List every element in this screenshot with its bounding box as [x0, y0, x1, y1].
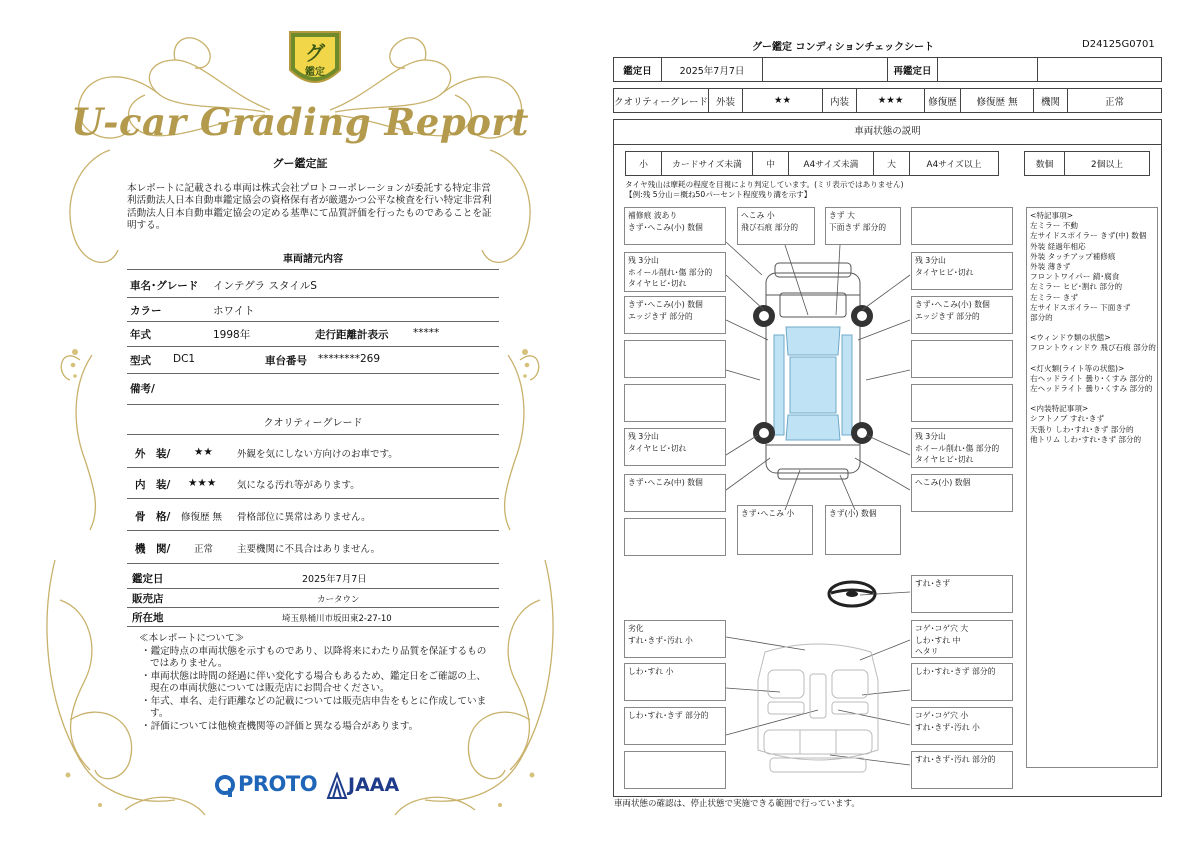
note-item: ・評価については他検査機関等の評価と異なる場合があります。 — [141, 720, 419, 732]
footer-note: 車両状態の確認は、停止状態で実施できる範囲で行っています。 — [614, 799, 860, 809]
grade-stars: ★★★ — [188, 477, 217, 489]
interior-box-dashboard: 劣化 すれ･きず･汚れ 小 — [624, 620, 726, 658]
damage-box-rear-left — [624, 518, 726, 556]
jaaa-logo: JAAA — [348, 774, 400, 796]
shop-value: カータウン — [317, 595, 360, 605]
jaaa-logo-icon — [326, 772, 348, 800]
repair-label: 修復歴 — [925, 89, 961, 113]
interior-box-left-trim: しわ･すれ 小 — [624, 663, 726, 701]
car-interior-diagram — [750, 640, 886, 790]
grade-label: 内 装/ — [135, 479, 171, 491]
note-item: ・車両状態は時間の経過に伴い変化する場合もあるため、鑑定日をご確認の上、現在の車両状態については販売店にお問合せください。 — [141, 670, 486, 694]
exterior-label: 外装 — [709, 89, 743, 113]
model-value: DC1 — [173, 353, 196, 365]
inspect-date-value: 2025年7月7日 — [662, 58, 763, 82]
damage-box-right-front-tire: 残 3分山 タイヤヒビ･切れ — [911, 252, 1013, 290]
document-number: D24125G0701 — [1082, 39, 1155, 50]
special-item: 右ヘッドライト 曇り･くすみ 部分的 — [1030, 373, 1153, 383]
interior-box-passenger-seat: しわ･すれ･きず 部分的 — [624, 707, 726, 745]
proto-logo-icon — [214, 774, 238, 798]
special-item: フロントワイパー 錆･腐食 — [1030, 272, 1120, 282]
grade-desc: 気になる汚れ等があります。 — [237, 480, 360, 491]
spacer — [1030, 394, 1154, 404]
damage-box-left-fender: きず･へこみ(小) 数個 エッジきず 部分的 — [624, 296, 726, 334]
quality-grade-title: クオリティーグレード — [263, 418, 363, 429]
date-row — [127, 571, 499, 587]
car-name-value: インテグラ スタイルS — [213, 280, 317, 292]
special-item: <特記事項> — [1030, 211, 1074, 220]
certification-statement: 本レポートに記載される車両は株式会社プロトコーポレーションが委託する特定非営利活動法人日本自動車鑑定協会の資格保有者が厳選かつ公平な検査を行い特定非営利活動法人日本自動車鑑定協会の定める基準にて品質評価を行ったものであることを証明する。 — [127, 183, 492, 231]
note-item: ・年式、車名、走行距離などの記載については販売店申告をもとに作成しています。 — [141, 695, 487, 719]
divider — [127, 498, 499, 499]
special-item: <ウィンドウ類の状態> — [1030, 333, 1111, 343]
model-label: 型式 — [130, 355, 151, 367]
condition-check-sheet — [600, 0, 1200, 848]
chassis-value: ********269 — [318, 353, 381, 365]
divider — [127, 467, 499, 468]
damage-box-right-rear-tire: 残 3分山 ホイール削れ･傷 部分的 タイヤヒビ･切れ — [911, 428, 1013, 468]
special-item: 左サイドスポイラー きず(中) 数個 — [1030, 231, 1147, 241]
color-row — [127, 303, 499, 319]
engine-label: 機関 — [1034, 89, 1068, 113]
divider — [127, 626, 499, 627]
exterior-stars: ★★ — [743, 89, 823, 113]
quality-label: クオリティーグレード — [614, 89, 709, 113]
spacer — [1030, 323, 1154, 333]
damage-box-bonnet: へこみ 小 飛び石痕 部分的 — [737, 207, 815, 245]
certificate-title: グー鑑定証 — [272, 157, 328, 170]
grade-value: 正常 — [194, 544, 214, 555]
date-value: 2025年7月7日 — [302, 574, 367, 585]
special-item: 左ミラー 不動 — [1030, 221, 1078, 231]
empty-cell — [763, 58, 888, 82]
grade-row-exterior — [127, 446, 499, 462]
inspection-date-table — [613, 57, 1162, 82]
special-item: 他トリム しわ･すれ･きず 部分的 — [1030, 434, 1142, 444]
size-legend-table — [625, 151, 999, 176]
divider — [127, 434, 499, 435]
car-name-row — [127, 278, 499, 294]
special-item: シフトノブ すれ･きず — [1030, 414, 1105, 424]
report-notes — [139, 633, 494, 733]
grade-label: 外 装/ — [135, 448, 171, 460]
chassis-label: 車台番号 — [265, 355, 307, 367]
grade-row-interior — [127, 477, 499, 493]
divider — [127, 530, 499, 531]
special-item: 左サイドスポイラー 下面きず — [1030, 302, 1131, 312]
damage-box-left-quarter: きず･へこみ(中) 数個 — [624, 474, 726, 512]
damage-box-rear-bumper: きず(小) 数個 — [825, 505, 901, 555]
grade-desc: 外観を気にしない方向けのお車です。 — [237, 449, 398, 460]
special-item: 外装 薄きず — [1030, 262, 1071, 272]
divider — [127, 373, 499, 374]
count-legend-table — [1024, 151, 1150, 176]
color-label: カラー — [130, 305, 162, 317]
empty-cell — [1038, 58, 1162, 82]
goo-appraisal-badge-icon — [286, 28, 344, 94]
grade-desc: 骨格部位に異常はありません。 — [237, 512, 371, 523]
vehicle-spec-title: 車両諸元内容 — [283, 254, 343, 265]
size-mid: 中 — [753, 152, 789, 176]
grade-desc: 主要機関に不具合はありません。 — [237, 544, 381, 555]
spacer — [1030, 354, 1154, 364]
note-item: ・鑑定時点の車両状態を示すものであり、以降将来にわたり品質を保証するものではありません。 — [141, 645, 487, 669]
size-small: 小 — [626, 152, 662, 176]
color-value: ホワイト — [213, 305, 255, 317]
notes-title: ≪本レポートについて≫ — [139, 633, 245, 644]
interior-label: 内装 — [823, 89, 857, 113]
size-mid-desc: A4サイズ未満 — [789, 152, 874, 176]
date-label: 鑑定日 — [132, 573, 164, 585]
special-notes-list — [1026, 207, 1158, 768]
interior-box-ceiling: すれ･きず･汚れ 部分的 — [911, 751, 1013, 789]
shop-row — [127, 591, 499, 607]
engine-value: 正常 — [1068, 89, 1162, 113]
interior-box-rear-left — [624, 751, 726, 789]
grade-label: 機 関/ — [135, 543, 171, 555]
damage-box-right-rear-door — [911, 384, 1013, 422]
grade-label: 骨 格/ — [135, 511, 171, 523]
address-row — [127, 610, 499, 626]
count-desc: 2個以上 — [1065, 152, 1150, 176]
interior-box-steering: すれ･きず — [911, 575, 1013, 613]
special-item: 外装 タッチアップ補修痕 — [1030, 251, 1116, 261]
count-label: 数個 — [1025, 152, 1065, 176]
svg-text:鑑定: 鑑定 — [305, 67, 325, 78]
year-row — [127, 327, 499, 343]
damage-box-front-left: 補修痕 波あり きず･へこみ(小) 数個 — [624, 207, 726, 245]
model-row — [127, 353, 499, 369]
mileage-value: ***** — [413, 327, 440, 339]
special-item: <内装特記事項> — [1030, 404, 1089, 414]
reinspect-value — [938, 58, 1038, 82]
special-item: <灯火類(ライト等の状態)> — [1030, 363, 1125, 373]
interior-box-right-trim: しわ･すれ･きず 部分的 — [911, 663, 1013, 701]
damage-box-right-front-door — [911, 340, 1013, 378]
sheet-title: グー鑑定 コンディションチェックシート — [752, 42, 935, 53]
damage-box-left-rear-tire: 残 3分山 タイヤヒビ･切れ — [624, 428, 726, 466]
interior-stars: ★★★ — [857, 89, 925, 113]
remarks-label: 備考/ — [130, 383, 155, 395]
special-item: 部分的 — [1030, 313, 1053, 323]
divider — [127, 269, 499, 270]
inspect-date-label: 鑑定日 — [614, 58, 662, 82]
repair-value: 修復歴 無 — [961, 89, 1034, 113]
shop-label: 販売店 — [132, 593, 164, 605]
special-item: フロントウィンドウ 飛び石痕 部分的 — [1030, 343, 1156, 353]
divider — [127, 404, 499, 405]
size-small-desc: カードサイズ未満 — [662, 152, 753, 176]
remarks-row — [127, 381, 499, 397]
divider — [127, 346, 499, 347]
size-large-desc: A4サイズ以上 — [910, 152, 999, 176]
grade-value: 修復歴 無 — [181, 512, 223, 523]
damage-box-left-rear-door — [624, 384, 726, 422]
mileage-label: 走行距離計表示 — [315, 329, 389, 341]
special-item: 天張り しわ･すれ･きず 部分的 — [1030, 424, 1134, 434]
year-label: 年式 — [130, 329, 151, 341]
report-title: U-car Grading Report — [71, 100, 529, 144]
divider — [127, 563, 499, 564]
steering-wheel-icon — [826, 579, 878, 609]
divider — [127, 588, 499, 589]
damage-box-front-right-top — [911, 207, 1013, 245]
special-item: 左ミラー きず — [1030, 292, 1078, 302]
car-name-label: 車名･グレード — [130, 280, 199, 292]
grade-row-frame — [127, 509, 499, 525]
vehicle-state-title: 車両状態の説明 — [613, 119, 1162, 145]
divider — [127, 321, 499, 322]
reinspect-label: 再鑑定日 — [888, 58, 938, 82]
proto-logo: PROTO — [238, 772, 318, 796]
interior-box-rear-seat: コゲ･コゲ穴 小 すれ･きず･汚れ 小 — [911, 707, 1013, 745]
grade-row-engine — [127, 541, 499, 557]
special-item: 左ミラー ヒビ･割れ 部分的 — [1030, 282, 1123, 292]
special-item: 左ヘッドライト 曇り･くすみ 部分的 — [1030, 384, 1153, 394]
damage-box-front-bumper: きず 大 下面きず 部分的 — [825, 207, 901, 245]
interior-box-driver-seat: コゲ･コゲ穴 大 しわ･すれ 中 ヘタリ — [911, 620, 1013, 658]
address-label: 所在地 — [132, 612, 164, 624]
size-large: 大 — [874, 152, 910, 176]
damage-box-trunk: きず･へこみ 小 — [737, 505, 813, 555]
svg-text:グ: グ — [305, 41, 325, 65]
damage-box-right-fender: きず･へこみ(小) 数個 エッジきず 部分的 — [911, 296, 1013, 334]
divider — [127, 607, 499, 608]
grade-stars: ★★ — [194, 446, 213, 458]
tire-note: タイヤ残山は摩耗の程度を目視により判定しています。(ミリ表示ではありません) — [625, 180, 904, 189]
special-item: 外装 経過年相応 — [1030, 241, 1086, 251]
tire-example: 【例:残 5分山＝概ね50パーセント程度残り溝を示す】 — [625, 190, 812, 199]
divider — [127, 297, 499, 298]
damage-box-left-front-tire: 残 3分山 ホイール削れ･傷 部分的 タイヤヒビ･切れ — [624, 252, 726, 292]
year-value: 1998年 — [213, 329, 251, 341]
damage-box-left-front-door — [624, 340, 726, 378]
quality-grade-table — [613, 88, 1162, 113]
address-value: 埼玉県桶川市坂田東2-27-10 — [282, 614, 392, 624]
damage-box-right-quarter: へこみ(小) 数個 — [911, 474, 1013, 512]
